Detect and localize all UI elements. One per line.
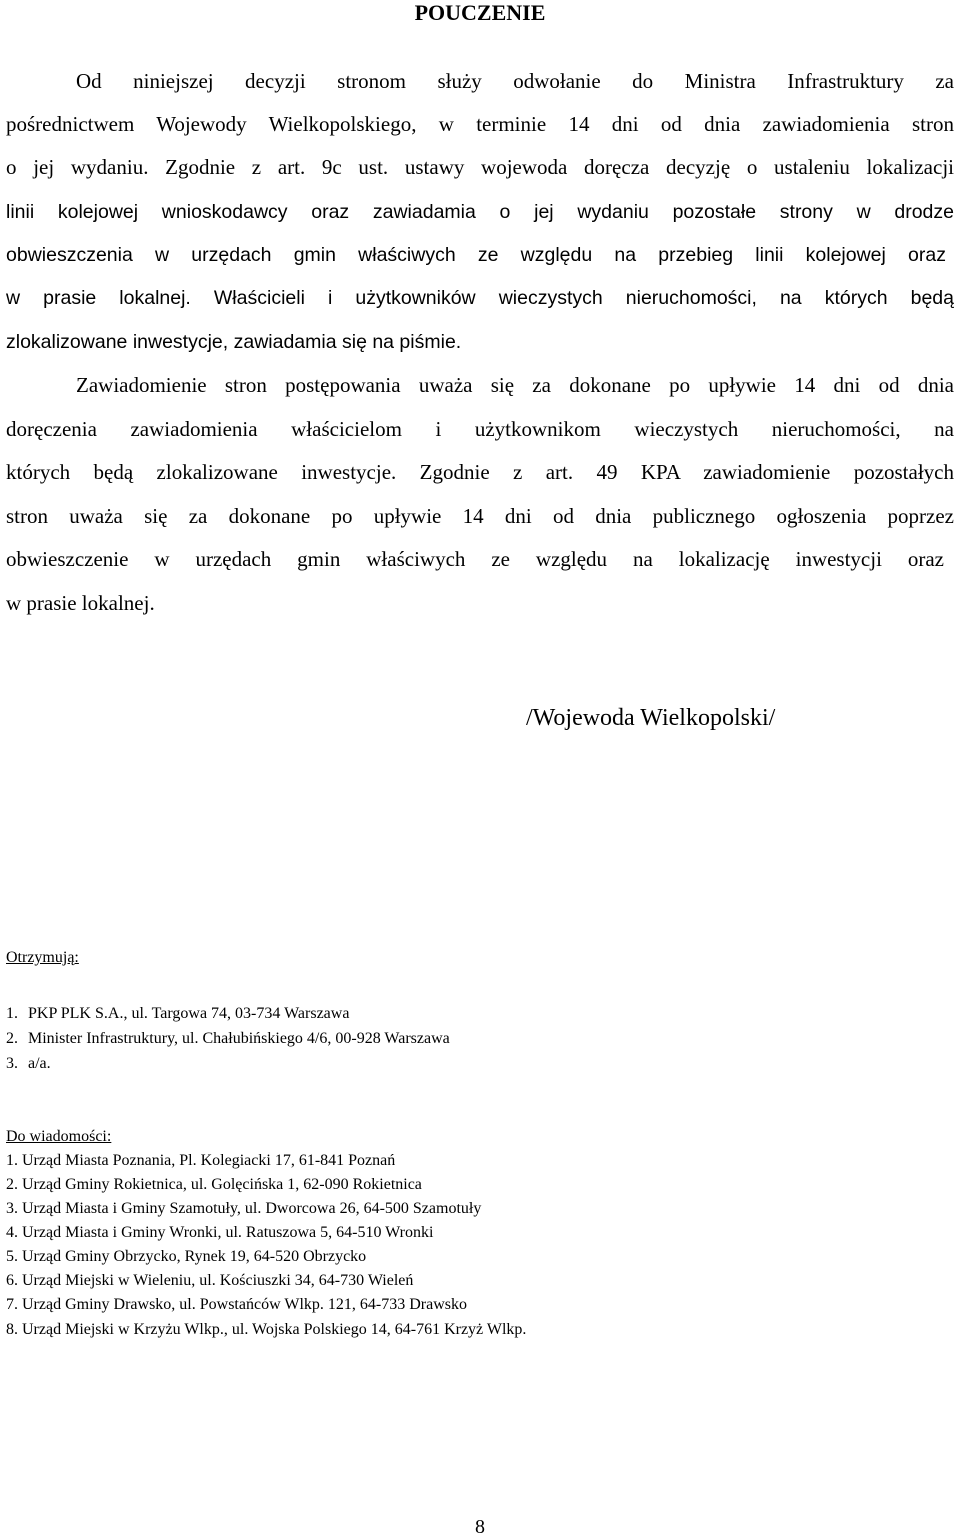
paragraph-line: w prasie lokalnej. Właścicieli i użytkowników wieczystych nieruchomości, na których będą <box>6 287 954 309</box>
document-heading: POUCZENIE <box>414 0 546 25</box>
paragraph-line: o jej wydaniu. Zgodnie z art. 9c ust. ustawy wojewoda doręcza decyzję o ustaleniu lokalizacji <box>6 155 954 179</box>
paragraph-line: w prasie lokalnej. <box>6 591 155 615</box>
paragraph-line: Od niniejszej decyzji stronom służy odwołanie do Ministra Infrastruktury za <box>76 69 954 93</box>
item-text: PKP PLK S.A., ul. Targowa 74, 03-734 Warszawa <box>28 1005 350 1022</box>
paragraph-line: zlokalizowane inwestycje, zawiadamia się na piśmie. <box>6 331 462 353</box>
recipients-heading: Otrzymują: <box>6 949 79 966</box>
paragraph-line: obwieszczenie w urzędach gmin właściwych ze względu na lokalizację inwestycji oraz <box>6 547 944 571</box>
list-item: 1. Urząd Miasta Poznania, Pl. Kolegiacki 17, 61-841 Poznań <box>6 1152 396 1169</box>
list-item: 2. Urząd Gminy Rokietnica, ul. Golęcińska 1, 62-090 Rokietnica <box>6 1176 422 1193</box>
list-item <box>6 1054 51 1074</box>
list-item: 8. Urząd Miejski w Krzyżu Wlkp., ul. Wojska Polskiego 14, 64-761 Krzyż Wlkp. <box>6 1321 527 1338</box>
paragraph-line: doręczenia zawiadomienia właścicielom i użytkownikom wieczystych nieruchomości, na <box>6 417 954 441</box>
list-item <box>6 1004 349 1024</box>
item-number: 2. <box>6 1030 18 1047</box>
list-item: 3. Urząd Miasta i Gminy Szamotuły, ul. Dworcowa 26, 64-500 Szamotuły <box>6 1200 482 1217</box>
item-text: Minister Infrastruktury, ul. Chałubińskiego 4/6, 00-928 Warszawa <box>28 1030 450 1047</box>
paragraph-line: linii kolejowej wnioskodawcy oraz zawiadamia o jej wydaniu pozostałe strony w drodze <box>6 201 954 223</box>
signature: /Wojewoda Wielkopolski/ <box>526 705 776 731</box>
paragraph-line: Zawiadomienie stron postępowania uważa się za dokonane po upływie 14 dni od dnia <box>76 373 954 397</box>
list-item: 7. Urząd Gminy Drawsko, ul. Powstańców Wlkp. 121, 64-733 Drawsko <box>6 1296 467 1313</box>
paragraph-line: obwieszczenia w urzędach gmin właściwych ze względu na przebieg linii kolejowej oraz <box>6 244 946 266</box>
list-item <box>6 1029 450 1049</box>
list-item: 4. Urząd Miasta i Gminy Wronki, ul. Ratuszowa 5, 64-510 Wronki <box>6 1224 434 1241</box>
item-number: 1. <box>6 1005 18 1022</box>
page-number: 8 <box>475 1516 485 1538</box>
list-item: 6. Urząd Miejski w Wieleniu, ul. Kościuszki 34, 64-730 Wieleń <box>6 1272 414 1289</box>
list-item: 5. Urząd Gminy Obrzycko, Rynek 19, 64-520 Obrzycko <box>6 1248 367 1265</box>
paragraph-line: pośrednictwem Wojewody Wielkopolskiego, w terminie 14 dni od dnia zawiadomienia stron <box>6 112 954 136</box>
for-information-heading: Do wiadomości: <box>6 1128 112 1145</box>
paragraph-line: stron uważa się za dokonane po upływie 14 dni od dnia publicznego ogłoszenia poprzez <box>6 504 954 528</box>
item-number: 3. <box>6 1055 18 1072</box>
paragraph-line: których będą zlokalizowane inwestycje. Zgodnie z art. 49 KPA zawiadomienie pozostałych <box>6 460 954 484</box>
item-text: a/a. <box>28 1055 51 1072</box>
